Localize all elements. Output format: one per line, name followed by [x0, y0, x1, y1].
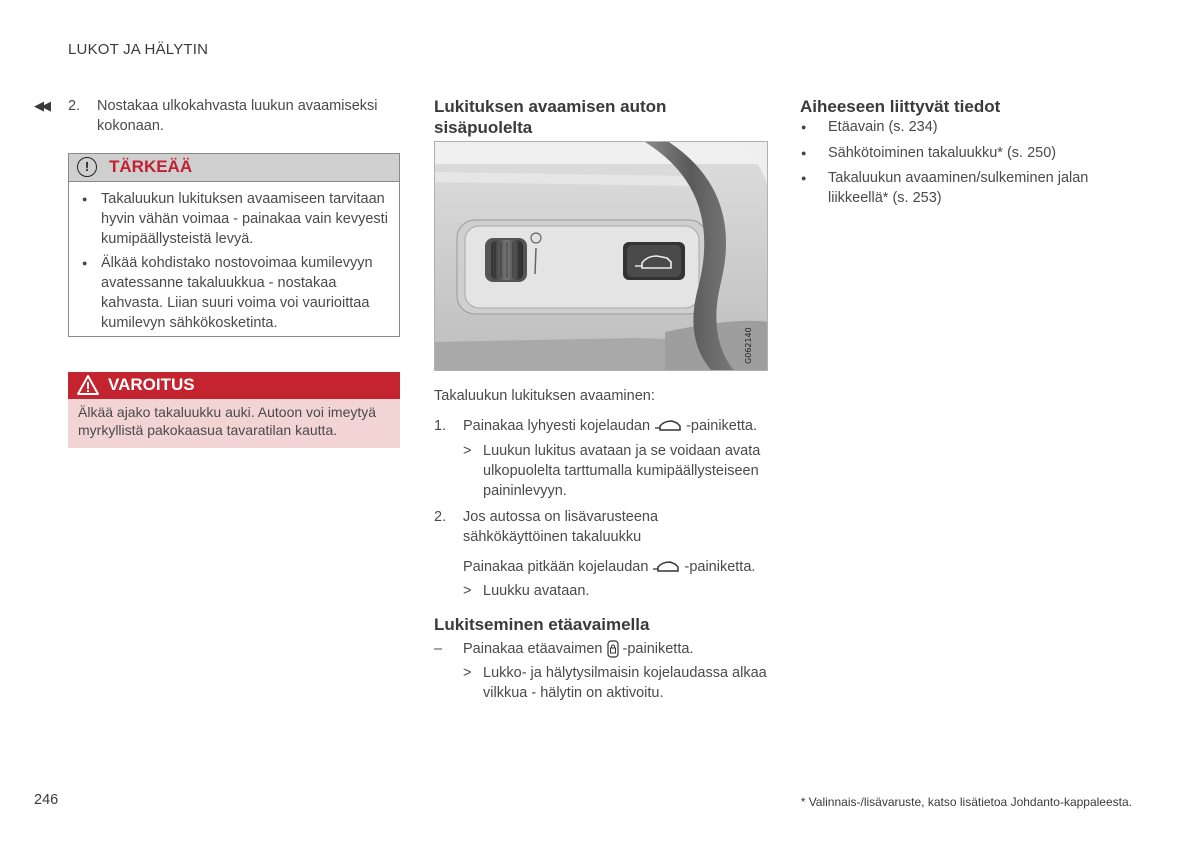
result-marker: >: [463, 665, 472, 681]
unlock-step-2: Jos autossa on lisävarusteena sähkökäyttöinen takaluukku: [463, 509, 659, 545]
step-number: 1.: [434, 418, 447, 434]
lock-remote-step: [463, 639, 773, 659]
step-text: Painakaa etäavaimen: [463, 641, 603, 657]
dashboard-button-illustration: [434, 141, 768, 371]
important-item: ● Älkää kohdistako nostovoimaa kumilevyyn avatessanne takaluukkua - nostakaa kahvasta. Liian suuri voima voi vaurioittaa kumilevyn sähkökosketinta.: [101, 253, 391, 333]
unlock-intro: Takaluukun lukituksen avaaminen:: [434, 388, 655, 404]
important-box: [68, 153, 400, 337]
step-number: 2.: [434, 509, 447, 525]
step-text: -painiketta.: [686, 418, 758, 434]
unlock-step-2-result: Luukku avataan.: [483, 583, 590, 599]
step-text: -painiketta.: [684, 559, 756, 575]
section-heading-unlock-inside: Lukituksen avaamisen auton sisäpuolelta: [434, 97, 667, 137]
related-link[interactable]: ● Sähkötoiminen takaluukku* (s. 250): [828, 143, 1148, 163]
figure-code: G062140: [744, 327, 753, 364]
warning-header: [68, 372, 400, 399]
important-item: ● Takaluukun lukituksen avaamiseen tarvitaan hyvin vähän voimaa - painakaa vain kevyesti kumipäällysteistä levyä.: [101, 189, 391, 249]
important-header: [69, 154, 399, 182]
lock-remote-result: Lukko- ja hälytysilmaisin kojelaudassa alkaa vilkkua - hälytin on aktivoitu.: [483, 665, 767, 701]
lock-icon: [607, 640, 619, 658]
unlock-step-1: [463, 416, 783, 436]
related-link[interactable]: ● Takaluukun avaaminen/sulkeminen jalan liikkeellä* (s. 253): [828, 168, 1148, 208]
step-number: 2.: [68, 98, 81, 114]
warning-box: [68, 372, 400, 448]
page-number: 246: [34, 792, 59, 808]
section-heading-related: Aiheeseen liittyvät tiedot: [800, 97, 1001, 116]
warning-title: VAROITUS: [108, 375, 195, 394]
step-text: -painiketta.: [622, 641, 694, 657]
warning-text: Älkää ajako takaluukku auki. Autoon voi imeytyä myrkyllistä pakokaasua tavaratilan kautta.: [78, 404, 377, 438]
page-header: LUKOT JA HÄLYTIN: [68, 41, 209, 58]
important-title: TÄRKEÄÄ: [109, 157, 193, 176]
dashboard-illustration: [435, 142, 768, 371]
unlock-step-2-action: [463, 557, 783, 577]
footnote: * Valinnais-/lisävaruste, katso lisätietoa Johdanto-kappaleesta.: [800, 795, 1132, 809]
result-marker: >: [463, 443, 472, 459]
warning-triangle-icon: [76, 374, 100, 396]
step-text: Nostakaa ulkokahvasta luukun avaamiseksi kokonaan.: [97, 98, 378, 134]
dash-marker: –: [434, 641, 443, 657]
result-marker: >: [463, 583, 472, 599]
exclamation-icon: !: [77, 157, 97, 177]
tailgate-icon: [654, 418, 682, 434]
tailgate-icon: [652, 559, 680, 575]
related-link[interactable]: ● Etäavain (s. 234): [828, 117, 1148, 137]
step-text: Painakaa lyhyesti kojelaudan: [463, 418, 651, 434]
step-text: Painakaa pitkään kojelaudan: [463, 559, 649, 575]
unlock-step-1-result: Luukun lukitus avataan ja se voidaan avata ulkopuolelta tarttumalla kumipäällysteiseen paininlevyyn.: [483, 443, 761, 499]
section-heading-lock-remote: Lukitseminen etäavaimella: [434, 615, 650, 634]
continued-icon: ◀◀: [34, 98, 48, 113]
